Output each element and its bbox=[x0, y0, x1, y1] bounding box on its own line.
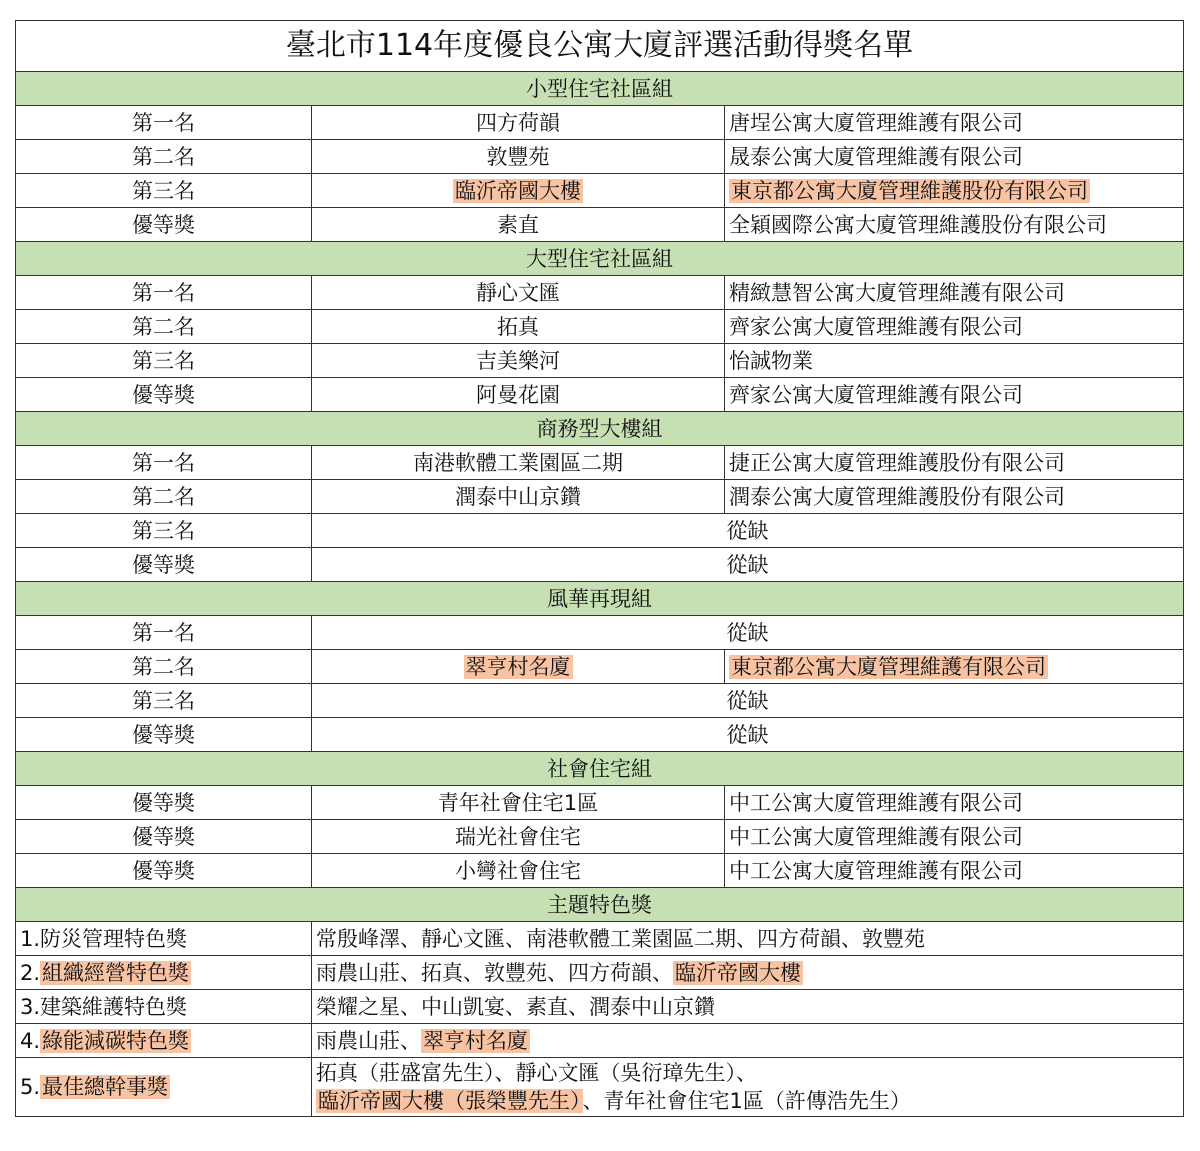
building-cell: 瑞光社會住宅 bbox=[312, 820, 725, 854]
group-header-large-residential: 大型住宅社區組 bbox=[16, 242, 1184, 276]
group-header-commercial: 商務型大樓組 bbox=[16, 412, 1184, 446]
theme-award-cell bbox=[16, 956, 312, 990]
theme-award-name: 組織經營特色獎 bbox=[42, 960, 190, 985]
building-cell bbox=[312, 650, 725, 684]
theme-winners-highlight: 臨沂帝國大樓（張榮豐先生） bbox=[318, 1089, 581, 1113]
group-header-small-residential: 小型住宅社區組 bbox=[16, 72, 1184, 106]
theme-award-number: 3. bbox=[20, 994, 41, 1019]
table-row bbox=[16, 514, 1184, 548]
company-cell: 中工公寓大廈管理維護有限公司 bbox=[725, 786, 1184, 820]
rank-cell: 第三名 bbox=[16, 684, 312, 718]
table-row bbox=[16, 140, 1184, 174]
company-cell: 晟泰公寓大廈管理維護有限公司 bbox=[725, 140, 1184, 174]
theme-award-number: 5. bbox=[20, 1075, 41, 1099]
rank-cell: 第一名 bbox=[16, 446, 312, 480]
highlighted-building: 臨沂帝國大樓 bbox=[455, 178, 581, 203]
building-cell: 靜心文匯 bbox=[312, 276, 725, 310]
table-row bbox=[16, 616, 1184, 650]
rank-cell: 第一名 bbox=[16, 106, 312, 140]
rank-cell: 優等獎 bbox=[16, 854, 312, 888]
rank-cell: 第二名 bbox=[16, 480, 312, 514]
building-cell: 拓真 bbox=[312, 310, 725, 344]
rank-cell: 第三名 bbox=[16, 174, 312, 208]
theme-award-name: 綠能減碳特色獎 bbox=[42, 1028, 190, 1053]
building-cell: 敦豐苑 bbox=[312, 140, 725, 174]
theme-row bbox=[16, 1024, 1184, 1058]
building-cell: 南港軟體工業園區二期 bbox=[312, 446, 725, 480]
table-row bbox=[16, 854, 1184, 888]
vacant-cell: 從缺 bbox=[312, 616, 1184, 650]
theme-row bbox=[16, 1058, 1184, 1117]
company-cell: 唐埕公寓大廈管理維護有限公司 bbox=[725, 106, 1184, 140]
highlighted-building: 翠亨村名廈 bbox=[465, 654, 571, 679]
building-cell: 潤泰中山京鑽 bbox=[312, 480, 725, 514]
theme-winners-cell bbox=[312, 1058, 1184, 1117]
theme-winners-cell: 榮耀之星、中山凱宴、素直、潤泰中山京鑽 bbox=[312, 990, 1184, 1024]
table-row bbox=[16, 684, 1184, 718]
theme-winners-text: 雨農山莊、拓真、敦豐苑、四方荷韻、 bbox=[316, 960, 673, 985]
table-title: 臺北市114年度優良公寓大廈評選活動得獎名單 bbox=[16, 21, 1184, 72]
rank-cell: 第二名 bbox=[16, 650, 312, 684]
rank-cell: 優等獎 bbox=[16, 718, 312, 752]
table-row bbox=[16, 718, 1184, 752]
company-cell: 齊家公寓大廈管理維護有限公司 bbox=[725, 310, 1184, 344]
table-row bbox=[16, 276, 1184, 310]
rank-cell: 優等獎 bbox=[16, 378, 312, 412]
building-cell: 四方荷韻 bbox=[312, 106, 725, 140]
highlighted-company: 東京都公寓大廈管理維護有限公司 bbox=[731, 654, 1046, 679]
group-header-theme-awards: 主題特色獎 bbox=[16, 888, 1184, 922]
rank-cell: 第二名 bbox=[16, 140, 312, 174]
theme-winners-line-1: 拓真（莊盛富先生）、靜心文匯（吳衍璋先生）、 bbox=[316, 1061, 757, 1085]
table-row bbox=[16, 344, 1184, 378]
vacant-cell: 從缺 bbox=[312, 684, 1184, 718]
group-header-social-housing: 社會住宅組 bbox=[16, 752, 1184, 786]
table-row bbox=[16, 786, 1184, 820]
company-cell bbox=[725, 174, 1184, 208]
rank-cell: 第三名 bbox=[16, 514, 312, 548]
building-cell: 阿曼花園 bbox=[312, 378, 725, 412]
rank-cell: 第二名 bbox=[16, 310, 312, 344]
table-row bbox=[16, 378, 1184, 412]
theme-award-number: 4. bbox=[20, 1028, 41, 1053]
company-cell: 怡誠物業 bbox=[725, 344, 1184, 378]
table-row bbox=[16, 480, 1184, 514]
theme-award-number: 2. bbox=[20, 960, 41, 985]
theme-row bbox=[16, 956, 1184, 990]
vacant-cell: 從缺 bbox=[312, 718, 1184, 752]
theme-award-cell bbox=[16, 1024, 312, 1058]
theme-award-name: 建築維護特色獎 bbox=[40, 994, 188, 1019]
theme-winners-line-2 bbox=[316, 1087, 1179, 1115]
theme-award-name: 最佳總幹事獎 bbox=[42, 1075, 169, 1099]
theme-winners-cell bbox=[312, 956, 1184, 990]
theme-award-number: 1. bbox=[20, 926, 41, 951]
table-row bbox=[16, 650, 1184, 684]
building-cell bbox=[312, 174, 725, 208]
company-cell: 中工公寓大廈管理維護有限公司 bbox=[725, 820, 1184, 854]
rank-cell: 優等獎 bbox=[16, 208, 312, 242]
table-row bbox=[16, 820, 1184, 854]
company-cell: 精緻慧智公寓大廈管理維護有限公司 bbox=[725, 276, 1184, 310]
table-row bbox=[16, 208, 1184, 242]
theme-row bbox=[16, 990, 1184, 1024]
theme-winners-text: 雨農山莊、 bbox=[316, 1028, 421, 1053]
highlighted-company: 東京都公寓大廈管理維護股份有限公司 bbox=[731, 178, 1088, 203]
company-cell: 齊家公寓大廈管理維護有限公司 bbox=[725, 378, 1184, 412]
theme-award-cell bbox=[16, 990, 312, 1024]
rank-cell: 第一名 bbox=[16, 616, 312, 650]
table-row bbox=[16, 310, 1184, 344]
building-cell: 素直 bbox=[312, 208, 725, 242]
rank-cell: 優等獎 bbox=[16, 786, 312, 820]
rank-cell: 優等獎 bbox=[16, 820, 312, 854]
theme-winners-text: 、青年社會住宅1區（許傳浩先生） bbox=[582, 1089, 911, 1113]
theme-award-cell bbox=[16, 1058, 312, 1117]
vacant-cell: 從缺 bbox=[312, 548, 1184, 582]
table-row bbox=[16, 174, 1184, 208]
table-row bbox=[16, 446, 1184, 480]
rank-cell: 第一名 bbox=[16, 276, 312, 310]
theme-row bbox=[16, 922, 1184, 956]
vacant-cell: 從缺 bbox=[312, 514, 1184, 548]
rank-cell: 第三名 bbox=[16, 344, 312, 378]
theme-winners-cell bbox=[312, 1024, 1184, 1058]
theme-award-cell bbox=[16, 922, 312, 956]
building-cell: 青年社會住宅1區 bbox=[312, 786, 725, 820]
theme-winners-highlight: 臨沂帝國大樓 bbox=[675, 960, 801, 985]
rank-cell: 優等獎 bbox=[16, 548, 312, 582]
award-table bbox=[15, 20, 1184, 1117]
company-cell: 全穎國際公寓大廈管理維護股份有限公司 bbox=[725, 208, 1184, 242]
company-cell: 中工公寓大廈管理維護有限公司 bbox=[725, 854, 1184, 888]
theme-winners-cell: 常殷峰澤、靜心文匯、南港軟體工業園區二期、四方荷韻、敦豐苑 bbox=[312, 922, 1184, 956]
building-cell: 吉美樂河 bbox=[312, 344, 725, 378]
company-cell bbox=[725, 650, 1184, 684]
group-header-heritage: 風華再現組 bbox=[16, 582, 1184, 616]
company-cell: 潤泰公寓大廈管理維護股份有限公司 bbox=[725, 480, 1184, 514]
theme-award-name: 防災管理特色獎 bbox=[40, 926, 188, 951]
table-row bbox=[16, 548, 1184, 582]
building-cell: 小彎社會住宅 bbox=[312, 854, 725, 888]
theme-winners-highlight: 翠亨村名廈 bbox=[423, 1028, 528, 1053]
table-row bbox=[16, 106, 1184, 140]
company-cell: 捷正公寓大廈管理維護股份有限公司 bbox=[725, 446, 1184, 480]
